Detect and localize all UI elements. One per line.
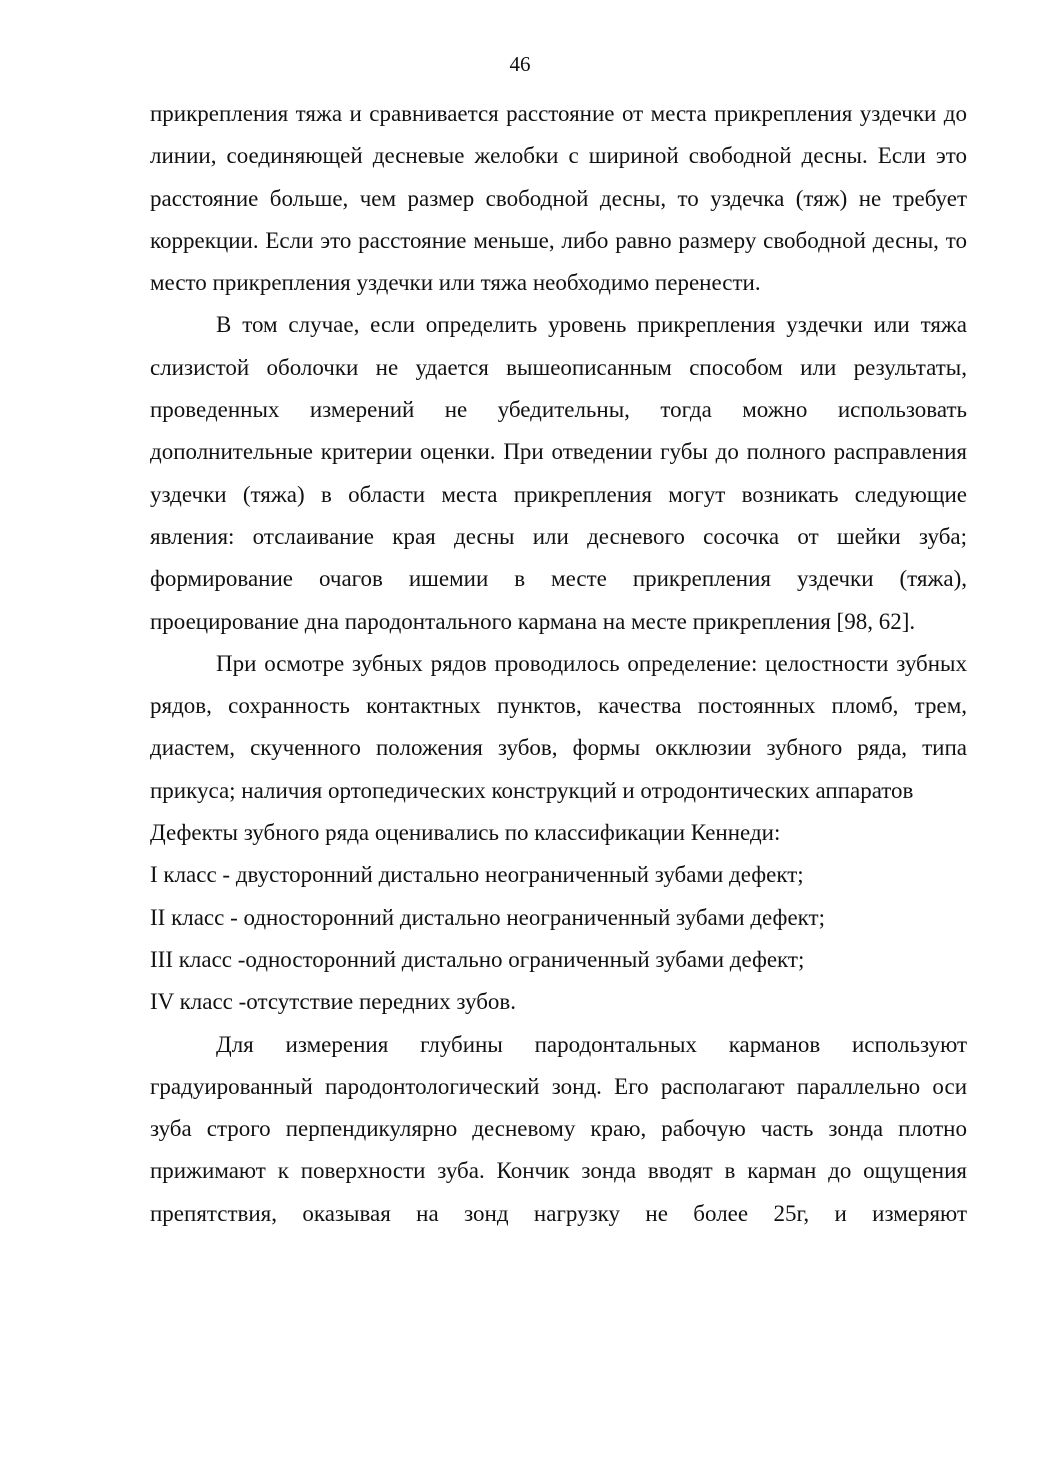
kennedy-class-4: IV класс -отсутствие передних зубов.: [150, 989, 517, 1015]
paragraph-dentition-examination: При осмотре зубных рядов проводилось определение: целостности зубных рядов, сохранность контактных пунктов, качества постоянных пломб, трем, диастем, скученного положения зубов, формы окклюзии зубного ряда, типа прикуса; наличия ортопедических конструкций и отродонтических аппаратов: [150, 650, 967, 803]
kennedy-class-3: III класс -односторонний дистально ограниченный зубами дефект;: [150, 946, 805, 972]
kennedy-classification-intro: Дефекты зубного ряда оценивались по классификации Кеннеди:: [150, 820, 781, 846]
paragraph-frenum-distance: прикрепления тяжа и сравнивается расстояние от места прикрепления уздечки до линии, соединяющей десневые желобки с шириной свободной десны. Если это расстояние больше, чем размер свободной десны, то уздечка (тяж) не требует коррекции. Если это расстояние меньше, либо равно размеру свободной десны, то место прикрепления уздечки или тяжа необходимо перенести.: [150, 101, 967, 296]
paragraph-additional-criteria: В том случае, если определить уровень прикрепления уздечки или тяжа слизистой оболочки не удается вышеописанным способом или результаты, проведенных измерений не убедительны, тогда можно использовать дополнительные критерии оценки. При отведении губы до полного расправления уздечки (тяжа) в области места прикрепления могут возникать следующие явления: отслаивание края десны или десневого сосочка от шейки зуба; формирование очагов ишемии в месте прикрепления уздечки (тяжа), проецирование дна пародонтального кармана на месте прикрепления [98, 62].: [150, 312, 967, 634]
paragraph-pocket-measurement: Для измерения глубины пародонтальных карманов используют градуированный пародонтологический зонд. Его располагают параллельно оси зуба строго перпендикулярно десневому краю, рабочую часть зонда плотно прижимают к поверхности зуба. Кончик зонда вводят в карман до ощущения препятствия, оказывая на зонд нагрузку не более 25г, и измеряют: [150, 1031, 967, 1226]
page-number: 46: [509, 52, 531, 76]
kennedy-class-1: I класс - двусторонний дистально неограниченный зубами дефект;: [150, 862, 804, 888]
kennedy-class-2: II класс - односторонний дистально неограниченный зубами дефект;: [150, 904, 825, 930]
document-body: [150, 93, 967, 1235]
